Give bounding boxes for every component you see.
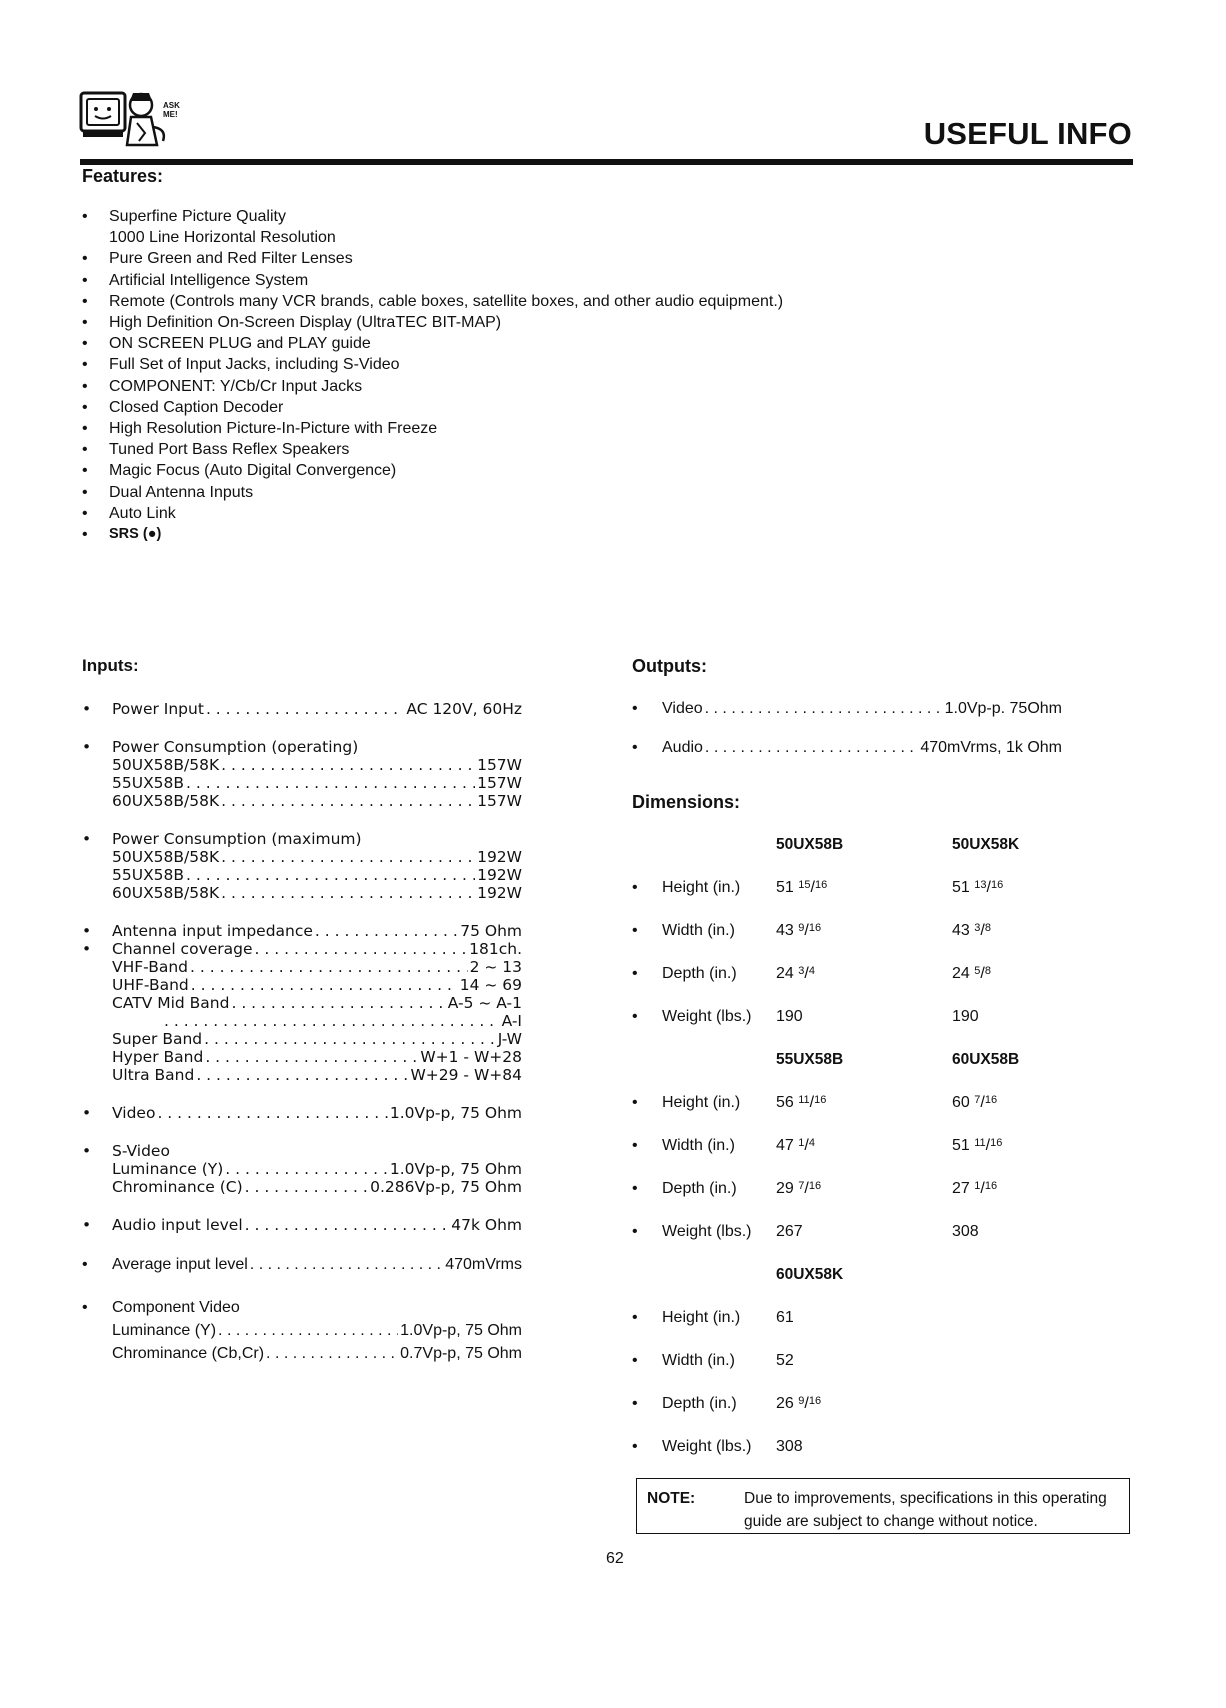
list-item: • COMPONENT: Y/Cb/Cr Input Jacks: [82, 377, 363, 395]
spec-row: • Average input level . . . 470mVrms: [82, 1256, 522, 1274]
spec-row: 50UX58B/58K . . . 157W: [82, 756, 522, 774]
srs-logo: SRS: [109, 526, 139, 543]
list-item: • ON SCREEN PLUG and PLAY guide: [82, 335, 371, 353]
list-item-srs: • SRS (●): [82, 526, 162, 544]
spec-row: Chrominance (Cb,Cr) . . . 0.7Vp-p, 75 Ohm: [82, 1342, 522, 1365]
list-item: • High Definition On-Screen Display (UltraTEC BIT-MAP): [82, 314, 502, 332]
list-item: • Auto Link: [82, 504, 176, 522]
inputs-heading: Inputs:: [82, 656, 139, 675]
note-box: [636, 1478, 1130, 1534]
features-heading: Features:: [82, 166, 164, 186]
dim-label: • Weight (lbs.): [632, 1223, 752, 1240]
spec-row: 60UX58B/58K . . . 157W: [82, 792, 522, 810]
dimensions-table: 50UX58B 50UX58K • Height (in.) 51 15 / 16 51 13 / 16 • Width (in.) 43 9 / 16 43 3 / 8 • Depth (in.) 24 3 / 4 24 5 / 8 • Weight (lbs.) 190 190 55UX58B 60UX58B • Height (in.) 56 11 / 16 60 7 / 16 • Width (in.) 47 1 / 4 51 11 / 16 • Depth (in.) 29 7 / 16 27 1 / 16 • Weight (lbs.) 267 308 60UX58K • Height (in.) 61 • Width (in.) 52 • Depth (in.) 26 9 / 16 • Weight (lbs.) 308: [632, 836, 1102, 1481]
srs-symbol-icon: (●): [142, 526, 162, 543]
spec-row: • S-Video: [82, 1142, 170, 1160]
list-item: • Pure Green and Red Filter Lenses: [82, 250, 353, 268]
list-item: • Superfine Picture Quality 1000 Line Horizontal Resolution: [82, 208, 336, 247]
page-number: 62: [606, 1550, 624, 1567]
spec-row: • Component Video: [82, 1299, 240, 1316]
list-item: • Closed Caption Decoder: [82, 398, 284, 416]
dim-label: • Width (in.): [632, 1137, 735, 1154]
spec-row: Super Band . . . J-W: [82, 1030, 522, 1048]
list-item: • Dual Antenna Inputs: [82, 483, 254, 501]
spec-row: • Audio input level . . . 47k Ohm: [82, 1216, 522, 1234]
spec-row: • Channel coverage . . . 181ch.: [82, 940, 522, 958]
dim-label: • Depth (in.): [632, 1180, 737, 1197]
tv-mascot-icon: [79, 83, 189, 155]
spec-row: 60UX58B/58K . . . 192W: [82, 884, 522, 902]
list-item: • Artificial Intelligence System: [82, 271, 309, 289]
features-list: [82, 206, 783, 545]
note-text: Due to improvements, specifications in this operating guide are subject to change without notice.: [744, 1490, 1107, 1530]
dim-label: • Depth (in.): [632, 1395, 737, 1412]
model-label: 60UX58K: [776, 1266, 844, 1283]
spec-row: • Power Consumption (maximum): [82, 830, 362, 848]
spec-row: . . . A-I: [82, 1012, 522, 1030]
spec-row: Hyper Band . . . W+1 - W+28: [82, 1048, 522, 1066]
header-rule: [80, 159, 1133, 165]
spec-row: VHF-Band . . . 2 ~ 13: [82, 958, 522, 976]
spec-row: Luminance (Y) . . . 1.0Vp-p, 75 Ohm: [82, 1319, 522, 1342]
dim-label: • Width (in.): [632, 1352, 735, 1369]
spec-row: Chrominance (C) . . . 0.286Vp-p, 75 Ohm: [82, 1178, 522, 1196]
model-label: 55UX58B: [776, 1051, 844, 1068]
spec-row: 55UX58B . . . 192W: [82, 866, 522, 884]
spec-row: Luminance (Y) . . . 1.0Vp-p, 75 Ohm: [82, 1160, 522, 1178]
spec-row: • Video . . . 1.0Vp-p, 75 Ohm: [82, 1104, 522, 1122]
note-label: NOTE:: [647, 1490, 696, 1507]
ask-me-badge: ASK ME!: [163, 101, 180, 119]
list-item: • High Resolution Picture-In-Picture with Freeze: [82, 420, 438, 438]
spec-row: • Power Consumption (operating): [82, 738, 359, 756]
spec-row: CATV Mid Band . . . A-5 ~ A-1: [82, 994, 522, 1012]
spec-row: UHF-Band . . . 14 ~ 69: [82, 976, 522, 994]
spec-row: • Power Input . . . AC 120V, 60Hz: [82, 700, 522, 718]
ask-me-logo: [79, 83, 189, 155]
dim-label: • Height (in.): [632, 1094, 741, 1111]
spec-row: 55UX58B . . . 157W: [82, 774, 522, 792]
page-title: USEFUL INFO: [923, 116, 1132, 151]
dim-label: • Depth (in.): [632, 965, 737, 982]
dim-label: • Height (in.): [632, 1309, 741, 1326]
model-label: 50UX58B: [776, 836, 844, 853]
list-item: • Tuned Port Bass Reflex Speakers: [82, 441, 350, 459]
outputs-heading: Outputs:: [632, 656, 707, 676]
dimensions-heading: Dimensions:: [632, 792, 741, 812]
list-item: • Remote (Controls many VCR brands, cable boxes, satellite boxes, and other audio equipment.): [82, 292, 784, 310]
spec-row: • Audio . . . 470mVrms, 1k Ohm: [632, 739, 1062, 757]
dim-label: • Height (in.): [632, 879, 741, 896]
dim-label: • Weight (lbs.): [632, 1008, 752, 1025]
dim-label: • Width (in.): [632, 922, 735, 939]
model-label: 60UX58B: [952, 1051, 1020, 1068]
spec-row: • Antenna input impedance . . . 75 Ohm: [82, 922, 522, 940]
outputs-spec-list: [632, 700, 1062, 757]
inputs-spec-list: [82, 700, 522, 1365]
spec-row: 50UX58B/58K . . . 192W: [82, 848, 522, 866]
spec-row: Ultra Band . . . W+29 - W+84: [82, 1066, 522, 1084]
dim-label: • Weight (lbs.): [632, 1438, 752, 1455]
list-item: • Full Set of Input Jacks, including S-Video: [82, 356, 400, 374]
model-label: 50UX58K: [952, 836, 1020, 853]
list-item: • Magic Focus (Auto Digital Convergence): [82, 462, 397, 480]
spec-row: • Video . . . 1.0Vp-p. 75Ohm: [632, 700, 1062, 718]
